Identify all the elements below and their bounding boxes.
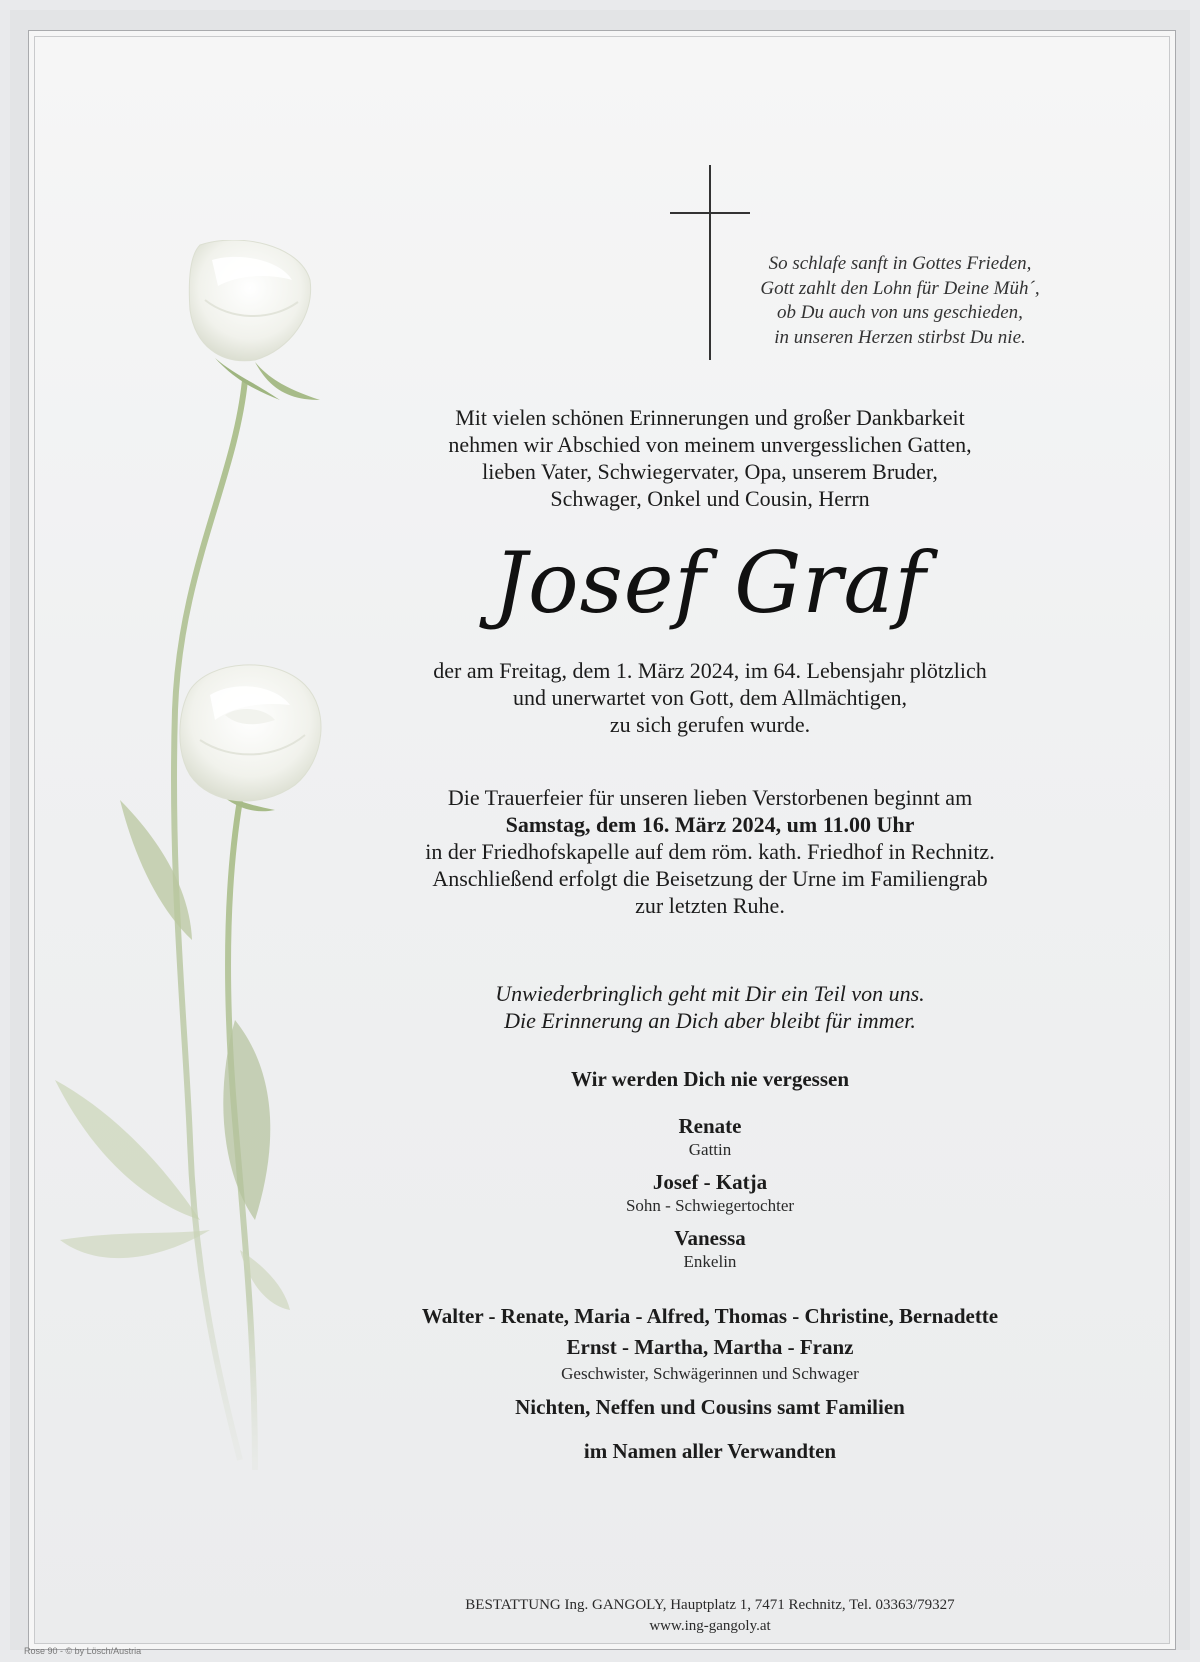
- intro-line: Schwager, Onkel und Cousin, Herrn: [550, 486, 870, 511]
- undertaker-website: www.ing-gangoly.at: [649, 1618, 771, 1634]
- nieces-nephews-line: Nichten, Neffen und Cousins samt Familien: [515, 1395, 905, 1419]
- family-member-role: Sohn - Schwiegertochter: [625, 1196, 795, 1215]
- poem-line: ob Du auch von uns geschieden,: [777, 302, 1023, 323]
- rose-leaf: [55, 1080, 200, 1220]
- ceremony-line: in der Friedhofskapelle auf dem röm. kath. Friedhof in Rechnitz.: [425, 839, 995, 864]
- death-line: zu sich gerufen wurde.: [609, 712, 811, 737]
- ceremony-date: Samstag, dem 16. März 2024, um 11.00 Uhr: [505, 812, 915, 837]
- rose-top: [189, 240, 310, 361]
- white-roses-illustration: [40, 240, 360, 1500]
- family-member: [330, 1113, 1090, 1160]
- undertaker-info: [330, 1595, 1090, 1637]
- family-member-name: Vanessa: [674, 1226, 746, 1250]
- never-forget-heading: Wir werden Dich nie vergessen: [570, 1067, 850, 1091]
- death-notice: [330, 657, 1090, 738]
- rose-leaf: [60, 1230, 210, 1258]
- poem-line: Gott zahlt den Lohn für Deine Müh´,: [760, 277, 1040, 299]
- intro-line: nehmen wir Abschied von meinem unvergesslichen Gatten,: [448, 432, 972, 457]
- family-member-name: Josef - Katja: [652, 1170, 768, 1194]
- relatives-line: im Namen aller Verwandten: [583, 1439, 837, 1463]
- siblings-list: [330, 1301, 1090, 1384]
- deceased-name: Josef Graf: [493, 534, 927, 632]
- ceremony-line: Anschließend erfolgt die Beisetzung der Urne im Familiengrab: [432, 866, 988, 891]
- poem: [720, 252, 1080, 350]
- intro-line: lieben Vater, Schwiegervater, Opa, unserem Bruder,: [482, 459, 938, 484]
- motto-line: Die Erinnerung an Dich aber bleibt für immer.: [504, 1008, 916, 1033]
- death-line: der am Freitag, dem 1. März 2024, im 64. Lebensjahr plötzlich: [433, 658, 987, 683]
- intro-line: Mit vielen schönen Erinnerungen und großer Dankbarkeit: [455, 405, 965, 430]
- siblings-line: Ernst - Martha, Martha - Franz: [566, 1335, 854, 1359]
- ceremony-line: Die Trauerfeier für unseren lieben Verstorbenen beginnt am: [447, 785, 973, 810]
- siblings-role: Geschwister, Schwägerinnen und Schwager: [561, 1364, 859, 1383]
- rose-leaf: [223, 1020, 270, 1220]
- family-member-role: Enkelin: [683, 1252, 737, 1271]
- poem-line: in unseren Herzen stirbst Du nie.: [774, 326, 1026, 348]
- poem-line: So schlafe sanft in Gottes Frieden,: [768, 253, 1032, 274]
- motto: [330, 980, 1090, 1034]
- death-line: und unerwartet von Gott, dem Allmächtigen,: [512, 685, 908, 710]
- rose-leaf: [120, 800, 192, 940]
- family-member-role: Gattin: [688, 1140, 732, 1159]
- image-credit: Rose 90 - © by Lösch/Austria: [24, 1646, 142, 1656]
- ceremony-info: [330, 784, 1090, 919]
- ceremony-line: zur letzten Ruhe.: [635, 893, 785, 918]
- motto-line: Unwiederbringlich geht mit Dir ein Teil von uns.: [495, 981, 925, 1006]
- family-member: [330, 1169, 1090, 1216]
- rose-sepal: [255, 362, 320, 400]
- intro-text: [330, 404, 1090, 512]
- undertaker-address: BESTATTUNG Ing. GANGOLY, Hauptplatz 1, 7471 Rechnitz, Tel. 03363/79327: [465, 1597, 955, 1613]
- family-member-name: Renate: [678, 1114, 742, 1138]
- siblings-line: Walter - Renate, Maria - Alfred, Thomas - Christine, Bernadette: [421, 1304, 999, 1328]
- family-list: [330, 1113, 1090, 1281]
- rose-bottom: [180, 665, 321, 801]
- family-member: [330, 1225, 1090, 1272]
